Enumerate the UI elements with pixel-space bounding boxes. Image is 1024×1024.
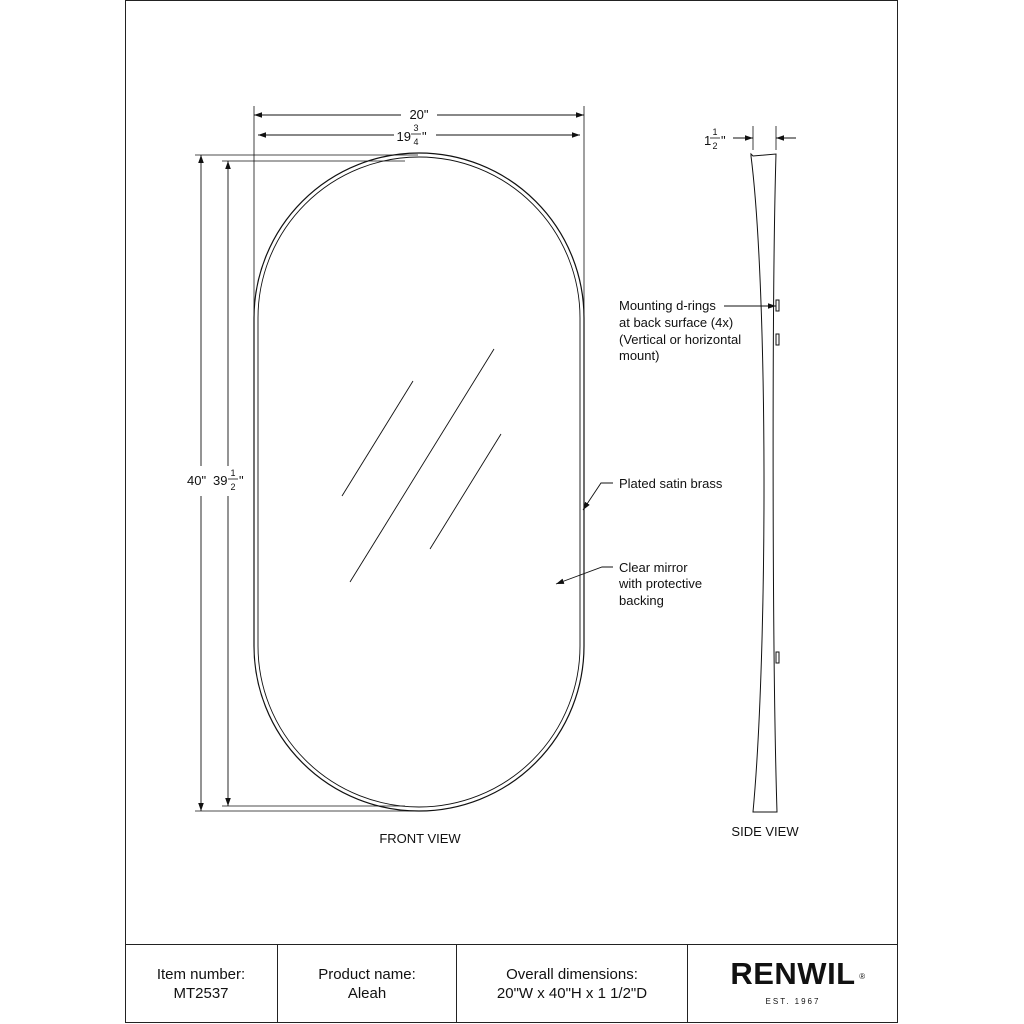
svg-text:2: 2 xyxy=(230,482,236,492)
mounting-callout-line1: Mounting d-rings xyxy=(619,298,716,313)
side-view xyxy=(751,126,779,812)
reflection-line xyxy=(430,434,501,549)
frame-finish-leader xyxy=(583,483,613,510)
title-block xyxy=(125,944,898,1023)
brand-cell xyxy=(688,945,898,1023)
reflection-line xyxy=(342,381,413,496)
side-view-label: SIDE VIEW xyxy=(731,824,799,839)
d-ring xyxy=(776,300,779,311)
brand-established: EST. 1967 xyxy=(765,996,821,1006)
svg-text:": " xyxy=(239,473,244,488)
svg-text:": " xyxy=(721,133,726,148)
mirror-callout-line3: backing xyxy=(619,593,664,608)
svg-text:2: 2 xyxy=(712,141,718,151)
item-number-label: Item number: xyxy=(156,966,246,983)
item-number-cell xyxy=(125,945,278,1023)
front-view xyxy=(195,106,584,811)
mirror-glass-edge xyxy=(258,157,580,807)
svg-text:1: 1 xyxy=(230,468,236,478)
height-inner-label xyxy=(213,468,244,492)
brand-name: RENWIL xyxy=(730,955,856,991)
frame-finish-callout: Plated satin brass xyxy=(619,476,723,491)
overall-dimensions-label: Overall dimensions: xyxy=(506,966,638,983)
item-number-value: MT2537 xyxy=(173,985,229,1002)
svg-text:": " xyxy=(422,129,427,144)
product-name-cell xyxy=(278,945,457,1023)
product-name-value: Aleah xyxy=(347,985,387,1002)
mounting-callout-line4: mount) xyxy=(619,348,660,363)
mirror-callout-line1: Clear mirror xyxy=(619,560,688,575)
height-outer-label: 40" xyxy=(187,473,207,488)
width-outer-label: 20" xyxy=(409,107,429,122)
svg-text:1: 1 xyxy=(712,127,718,137)
svg-text:4: 4 xyxy=(413,137,419,147)
registered-mark: ® xyxy=(859,971,866,981)
svg-text:3: 3 xyxy=(413,123,419,133)
reflection-line xyxy=(350,349,494,582)
mounting-callout-line2: at back surface (4x) xyxy=(619,315,734,330)
brand-logo xyxy=(730,955,866,991)
svg-text:1: 1 xyxy=(704,133,712,148)
d-ring xyxy=(776,652,779,663)
d-ring xyxy=(776,334,779,345)
overall-dimensions-cell xyxy=(457,945,688,1023)
product-name-label: Product name: xyxy=(318,966,416,983)
front-view-label: FRONT VIEW xyxy=(379,831,461,846)
overall-dimensions-value: 20"W x 40"H x 1 1/2"D xyxy=(496,985,648,1002)
side-profile xyxy=(751,154,777,812)
mirror-frame-outer xyxy=(254,153,584,811)
mounting-callout-line3: (Vertical or horizontal xyxy=(619,332,742,347)
width-inner-label xyxy=(397,123,427,147)
svg-text:39: 39 xyxy=(213,473,228,488)
mirror-callout-line2: with protective xyxy=(619,576,703,591)
svg-text:19: 19 xyxy=(396,129,411,144)
depth-label xyxy=(704,127,726,151)
